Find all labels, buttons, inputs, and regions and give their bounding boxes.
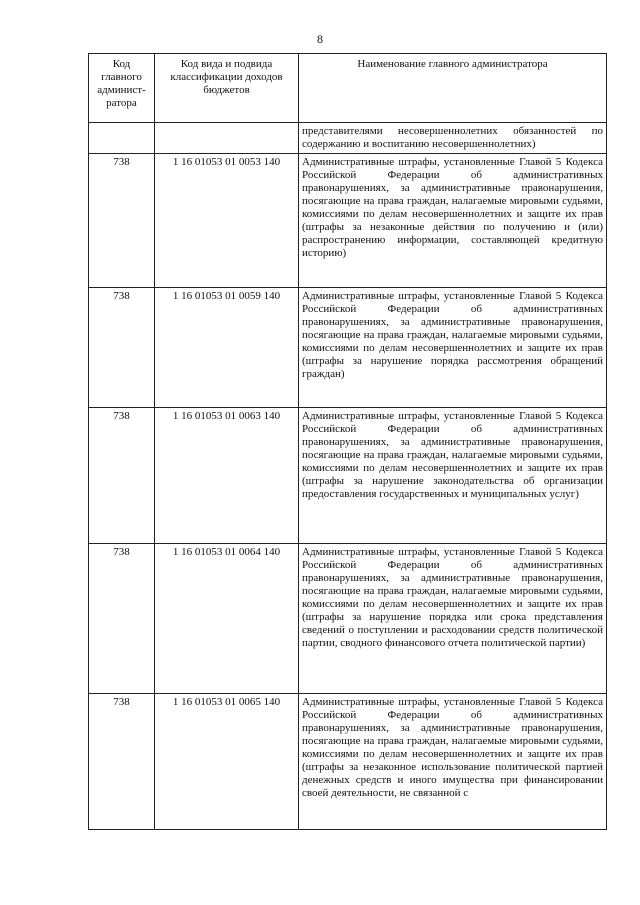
admin-name-cell: Административные штрафы, установленные Главой 5 Кодекса Российской Федерации об административных правонарушениях, за административные правонарушения, посягающие на права граждан, налагаемые мировыми судьями, комиссиями по делам несовершеннолетних и защите их прав (штрафы за незаконное использование политической партией денежных средств и иного имущества при финансировании своей деятельности, не связанной с [299, 694, 607, 830]
class-code-cell: 1 16 01053 01 0063 140 [155, 408, 299, 544]
revenue-administrators-table [88, 53, 607, 830]
admin-code-cell: 738 [89, 288, 155, 408]
table-row [89, 288, 607, 408]
table-row [89, 544, 607, 694]
admin-name-cell: Административные штрафы, установленные Главой 5 Кодекса Российской Федерации об административных правонарушениях, за административные правонарушения, посягающие на права граждан, налагаемые мировыми судьями, комиссиями по делам несовершеннолетних и защите их прав (штрафы за незаконные действия по получению и (или) распространению информации, составляющей кредитную историю) [299, 154, 607, 288]
table-header-row [89, 54, 607, 123]
class-code-cell: 1 16 01053 01 0053 140 [155, 154, 299, 288]
class-code-cell: 1 16 01053 01 0064 140 [155, 544, 299, 694]
table-row [89, 408, 607, 544]
class-code-cell: 1 16 01053 01 0059 140 [155, 288, 299, 408]
admin-code-cell: 738 [89, 694, 155, 830]
admin-name-cell: Административные штрафы, установленные Главой 5 Кодекса Российской Федерации об административных правонарушениях, за административные правонарушения, посягающие на права граждан, налагаемые мировыми судьями, комиссиями по делам несовершеннолетних и защите их прав (штрафы за нарушение порядка или срока представления сведений о поступлении и расходовании средств политической партии, сводного финансового отчета политической партии) [299, 544, 607, 694]
table-row [89, 154, 607, 288]
header-admin-code: Код главного админист-ратора [89, 54, 155, 123]
admin-name-cell: Административные штрафы, установленные Главой 5 Кодекса Российской Федерации об административных правонарушениях, за административные правонарушения, посягающие на права граждан, налагаемые мировыми судьями, комиссиями по делам несовершеннолетних и защите их прав (штрафы за нарушение законодательства об организации предоставления государственных и муниципальных услуг) [299, 408, 607, 544]
admin-code-cell: 738 [89, 544, 155, 694]
admin-code-cell: 738 [89, 154, 155, 288]
continuation-code-cell [89, 123, 155, 154]
header-admin-name: Наименование главного администратора [299, 54, 607, 123]
class-code-cell: 1 16 01053 01 0065 140 [155, 694, 299, 830]
continuation-class-cell [155, 123, 299, 154]
continuation-row [89, 123, 607, 154]
page-number: 8 [317, 32, 323, 46]
continuation-text: представителями несовершеннолетних обязанностей по содержанию и воспитанию несовершеннолетних) [299, 123, 607, 154]
admin-name-cell: Административные штрафы, установленные Главой 5 Кодекса Российской Федерации об административных правонарушениях, за административные правонарушения, посягающие на права граждан, налагаемые мировыми судьями, комиссиями по делам несовершеннолетних и защите их прав (штрафы за нарушение порядка рассмотрения обращений граждан) [299, 288, 607, 408]
header-class-code: Код вида и подвида классификации доходов бюджетов [155, 54, 299, 123]
table-row [89, 694, 607, 830]
admin-code-cell: 738 [89, 408, 155, 544]
